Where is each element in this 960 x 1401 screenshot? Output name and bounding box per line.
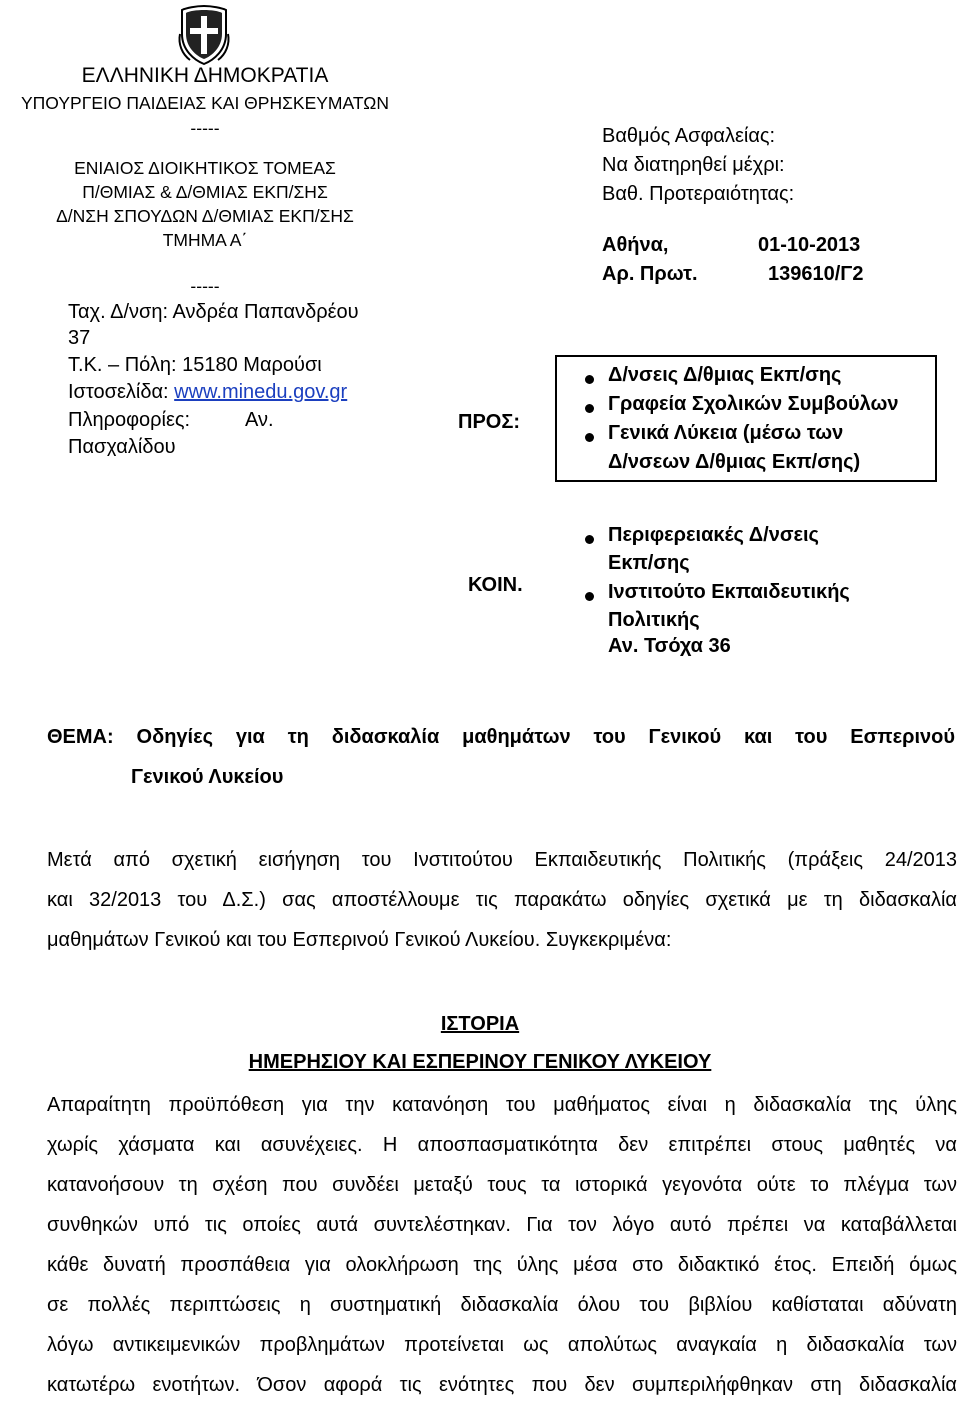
intro-line: και 32/2013 του Δ.Σ.) σας αποστέλλουμε τις παρακάτω οδηγίες σχετικά με τη διδασκαλία bbox=[47, 889, 957, 911]
body-line: κατωτέρω ενοτήτων. Όσον αφορά τις ενότητες που δεν συμπεριλήφθηκαν στη διδασκαλία bbox=[47, 1374, 957, 1396]
website-link[interactable]: www.minedu.gov.gr bbox=[174, 381, 348, 403]
address-line: Ταχ. Δ/νση: Ανδρέα Παπανδρέου bbox=[68, 301, 359, 323]
body-line: λόγω αντικειμενικών προβλημάτων προτείνεται ως απολύτως αναγκαία η διδασκαλία των bbox=[47, 1334, 957, 1356]
body-line: συνθηκών υπό τις οποίες αυτά συντελέστηκαν. Για τον λόγο αυτό πρέπει να καταβάλλεται bbox=[47, 1214, 957, 1236]
body-line: σε πολλές περιπτώσεις η συστηματική διδασκαλία όλου του βιβλίου καθίσταται αδύνατη bbox=[47, 1294, 957, 1316]
protocol-label: Αρ. Πρωτ. bbox=[602, 263, 698, 285]
intro-line: Μετά από σχετική εισήγηση του Ινστιτούτου Εκπαιδευτικής Πολιτικής (πράξεις 24/2013 bbox=[47, 849, 957, 871]
sector-line: ΤΜΗΜΑ Α΄ bbox=[162, 230, 248, 250]
cc-recipient: Περιφερειακές Δ/νσεις bbox=[608, 524, 819, 546]
postal-line: Τ.Κ. – Πόλη: 15180 Μαρούσι bbox=[68, 354, 322, 376]
ministry-title: ΥΠΟΥΡΓΕΙΟ ΠΑΙΔΕΙΑΣ ΚΑΙ ΘΡΗΣΚΕΥΜΑΤΩΝ bbox=[21, 93, 389, 113]
cc-recipient: Ινστιτούτο Εκπαιδευτικής bbox=[608, 581, 850, 603]
website-label: Ιστοσελίδα: bbox=[68, 381, 169, 403]
place-label: Αθήνα, bbox=[602, 234, 669, 256]
to-recipient-continued: Δ/νσεων Δ/θμιας Εκπ/σης) bbox=[608, 451, 861, 473]
subject-line-continued: Γενικού Λυκείου bbox=[131, 766, 284, 788]
document-date: 01-10-2013 bbox=[758, 234, 861, 256]
to-recipient: Γενικά Λύκεια (μέσω των bbox=[608, 422, 844, 444]
body-line: κατανοήσουν τη σχέση που συνδέει μεταξύ τους τα ιστορικά γεγονότα ούτε το πλέγμα των bbox=[47, 1174, 957, 1196]
address-line: 37 bbox=[68, 327, 91, 349]
republic-title: ΕΛΛΗΝΙΚΗ ΔΗΜΟΚΡΑΤΙΑ bbox=[81, 64, 329, 87]
sector-line: Π/ΘΜΙΑΣ & Δ/ΘΜΙΑΣ ΕΚΠ/ΣΗΣ bbox=[82, 182, 328, 202]
to-recipient: Γραφεία Σχολικών Συμβούλων bbox=[608, 393, 899, 415]
bullet-icon bbox=[585, 404, 594, 413]
website-line bbox=[68, 381, 347, 404]
intro-line: μαθημάτων Γενικού και του Εσπερινού Γενικού Λυκείου. Συγκεκριμένα: bbox=[47, 929, 672, 951]
cc-label: ΚΟΙΝ. bbox=[468, 574, 523, 596]
body-line: χωρίς χάσματα και ασυνέχειες. Η αποσπασματικότητα δεν επιτρέπει στους μαθητές να bbox=[47, 1134, 957, 1156]
cc-recipient-continued: Πολιτικής bbox=[608, 609, 700, 631]
cc-recipient-continued: Εκπ/σης bbox=[608, 552, 690, 574]
bullet-icon bbox=[585, 535, 594, 544]
security-label: Βαθμός Ασφαλείας: bbox=[602, 125, 776, 147]
info-line bbox=[68, 409, 190, 432]
subject-line: ΘΕΜΑ: Οδηγίες για τη διδασκαλία μαθημάτων του Γενικού και του Εσπερινού bbox=[47, 726, 955, 748]
bullet-icon bbox=[585, 433, 594, 442]
section-title: ΙΣΤΟΡΙΑ bbox=[440, 1013, 520, 1035]
bullet-icon bbox=[585, 592, 594, 601]
to-recipient: Δ/νσεις Δ/θμιας Εκπ/σης bbox=[608, 364, 842, 386]
separator: ----- bbox=[190, 118, 220, 138]
info-value: Αν. bbox=[245, 409, 274, 431]
section-subtitle: ΗΜΕΡΗΣΙΟΥ ΚΑΙ ΕΣΠΕΡΙΝΟΥ ΓΕΝΙΚΟΥ ΛΥΚΕΙΟΥ bbox=[248, 1051, 712, 1073]
sector-line: ΕΝΙΑΙΟΣ ΔΙΟΙΚΗΤΙΚΟΣ ΤΟΜΕΑΣ bbox=[74, 158, 336, 178]
cc-address: Αν. Τσόχα 36 bbox=[608, 635, 731, 657]
body-line: κάθε δυνατή προσπάθεια για ολοκλήρωση της ύλης μέσα στο διδακτικό έτος. Επειδή όμως bbox=[47, 1254, 957, 1276]
to-label: ΠΡΟΣ: bbox=[458, 411, 521, 433]
info-label: Πληροφορίες: bbox=[68, 409, 191, 431]
priority-label: Βαθ. Προτεραιότητας: bbox=[602, 183, 795, 205]
bullet-icon bbox=[585, 375, 594, 384]
body-line: Απαραίτητη προϋπόθεση για την κατανόηση του μαθήματος είναι η διδασκαλία της ύλης bbox=[47, 1094, 957, 1116]
info-value-name: Πασχαλίδου bbox=[68, 436, 176, 456]
separator: ----- bbox=[190, 276, 220, 296]
sector-line: Δ/ΝΣΗ ΣΠΟΥΔΩΝ Δ/ΘΜΙΑΣ ΕΚΠ/ΣΗΣ bbox=[56, 206, 354, 226]
keep-until-label: Να διατηρηθεί μέχρι: bbox=[602, 154, 785, 176]
protocol-number: 139610/Γ2 bbox=[768, 263, 864, 285]
